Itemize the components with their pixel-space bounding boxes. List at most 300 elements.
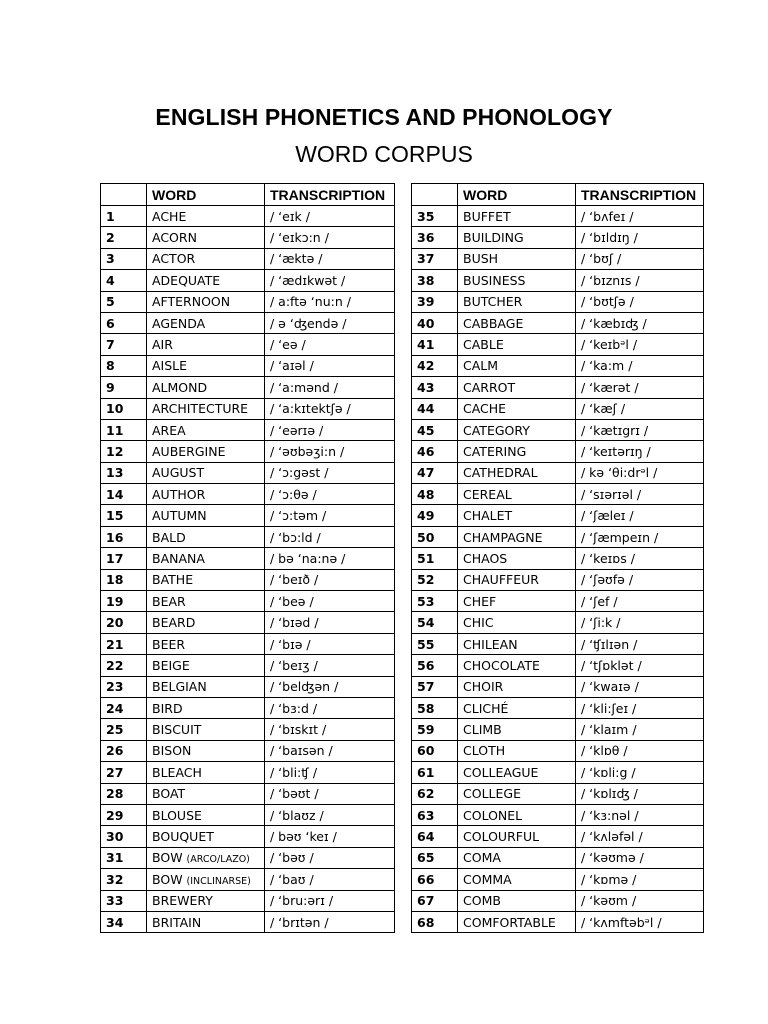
entry-word-cell — [458, 655, 576, 676]
entry-word: CLIMB — [463, 722, 502, 738]
entry-word-cell — [458, 248, 576, 269]
entry-word-cell — [147, 869, 265, 890]
entry-transcription: / ‘keɪtərɪŋ / — [576, 441, 704, 462]
entry-word: BOW — [152, 871, 183, 887]
entry-word-cell — [458, 312, 576, 333]
entry-number: 62 — [412, 783, 458, 804]
entry-word-cell — [147, 762, 265, 783]
entry-word: BUFFET — [463, 208, 511, 224]
entry-number: 39 — [412, 291, 458, 312]
entry-word-cell — [458, 804, 576, 825]
entry-word-cell — [147, 398, 265, 419]
table-row — [101, 419, 395, 440]
entry-number: 32 — [101, 869, 147, 890]
table-row — [101, 462, 395, 483]
entry-number: 14 — [101, 484, 147, 505]
table-row — [101, 270, 395, 291]
table-row — [412, 890, 704, 911]
entry-transcription: / ‘kəʊmə / — [576, 847, 704, 868]
number-column-header — [101, 184, 147, 206]
entry-number: 37 — [412, 248, 458, 269]
entry-word-cell — [458, 740, 576, 761]
entry-word-cell — [147, 441, 265, 462]
entry-number: 4 — [101, 270, 147, 291]
entry-number: 10 — [101, 398, 147, 419]
entry-word-cell — [147, 505, 265, 526]
table-row — [101, 398, 395, 419]
entry-transcription: / ‘eɪk / — [265, 206, 395, 227]
entry-word: CATERING — [463, 443, 527, 459]
entry-transcription: / ‘bʌfeɪ / — [576, 206, 704, 227]
entry-number: 22 — [101, 655, 147, 676]
entry-word: BEAR — [152, 593, 186, 609]
entry-word-cell — [458, 676, 576, 697]
page-subtitle: WORD CORPUS — [295, 141, 473, 167]
entry-word: AUTUMN — [152, 508, 207, 524]
entry-number: 27 — [101, 762, 147, 783]
page-title: ENGLISH PHONETICS AND PHONOLOGY — [155, 104, 613, 130]
entry-word-cell — [458, 569, 576, 590]
entry-number: 30 — [101, 826, 147, 847]
table-row — [101, 676, 395, 697]
entry-transcription: / ‘beɪð / — [265, 569, 395, 590]
entry-transcription: / ‘bɔ:ld / — [265, 526, 395, 547]
entry-word: CABLE — [463, 337, 504, 353]
entry-word: COLOURFUL — [463, 829, 540, 845]
entry-word-cell — [147, 569, 265, 590]
entry-word: CHAMPAGNE — [463, 529, 543, 545]
entry-word: ACHE — [152, 208, 187, 224]
entry-word: COMA — [463, 850, 501, 866]
entry-word: BEIGE — [152, 657, 190, 673]
entry-word: BIRD — [152, 700, 183, 716]
entry-transcription: / ‘eɪkɔ:n / — [265, 227, 395, 248]
entry-word: AUGUST — [152, 465, 205, 481]
entry-transcription: / ‘kɒmə / — [576, 869, 704, 890]
entry-word-cell — [147, 355, 265, 376]
word-table-right-body — [412, 206, 704, 933]
entry-transcription: / ‘kwaɪə / — [576, 676, 704, 697]
entry-transcription: / ‘bəʊt / — [265, 783, 395, 804]
entry-transcription: / ‘baʊ / — [265, 869, 395, 890]
table-row — [101, 719, 395, 740]
entry-number: 58 — [412, 697, 458, 718]
entry-transcription: / ‘kʌləfəl / — [576, 826, 704, 847]
entry-transcription: / ‘ka:m / — [576, 355, 704, 376]
entry-transcription: / ‘klɒθ / — [576, 740, 704, 761]
table-row — [101, 334, 395, 355]
entry-transcription: / ‘bɪldɪŋ / — [576, 227, 704, 248]
entry-transcription: / a:ftə ‘nu:n / — [265, 291, 395, 312]
entry-number: 46 — [412, 441, 458, 462]
entry-number: 61 — [412, 762, 458, 783]
entry-word: BANANA — [152, 550, 205, 566]
table-row — [412, 762, 704, 783]
table-row — [101, 783, 395, 804]
table-row — [412, 206, 704, 227]
entry-word-note: (INCLINARSE) — [186, 875, 251, 887]
entry-word-cell — [458, 612, 576, 633]
entry-number: 63 — [412, 804, 458, 825]
entry-number: 68 — [412, 911, 458, 932]
entry-word-cell — [147, 291, 265, 312]
entry-word-cell — [458, 719, 576, 740]
entry-transcription: / ‘kʌmftəbᵊl / — [576, 911, 704, 932]
entry-number: 2 — [101, 227, 147, 248]
entry-word-cell — [147, 719, 265, 740]
entry-word-cell — [458, 762, 576, 783]
table-row — [412, 612, 704, 633]
table-row — [101, 655, 395, 676]
entry-word-cell — [147, 783, 265, 804]
table-row — [412, 655, 704, 676]
table-row — [412, 419, 704, 440]
entry-number: 26 — [101, 740, 147, 761]
entry-word: AISLE — [152, 358, 188, 374]
number-column-header — [412, 184, 458, 206]
entry-word: ACTOR — [152, 251, 196, 267]
entry-number: 5 — [101, 291, 147, 312]
table-row — [101, 890, 395, 911]
entry-transcription: / ‘kəʊm / — [576, 890, 704, 911]
table-row — [101, 847, 395, 868]
entry-number: 44 — [412, 398, 458, 419]
entry-word: CARROT — [463, 379, 516, 395]
table-row — [101, 548, 395, 569]
entry-transcription: / ‘bəʊ / — [265, 847, 395, 868]
transcription-column-header: TRANSCRIPTION — [265, 184, 395, 206]
entry-number: 17 — [101, 548, 147, 569]
word-table-right — [411, 183, 704, 933]
entry-transcription: / ‘tʃɒklət / — [576, 655, 704, 676]
entry-transcription: / ‘bli:ʧ / — [265, 762, 395, 783]
entry-number: 19 — [101, 591, 147, 612]
transcription-column-header: TRANSCRIPTION — [576, 184, 704, 206]
table-row — [412, 740, 704, 761]
entry-transcription: / ‘bɪəd / — [265, 612, 395, 633]
table-row — [101, 441, 395, 462]
table-row — [412, 462, 704, 483]
entry-word-cell — [147, 826, 265, 847]
entry-transcription: / ‘ʧɪlɪən / — [576, 633, 704, 654]
entry-transcription: / ‘æktə / — [265, 248, 395, 269]
entry-word-cell — [458, 206, 576, 227]
entry-word-cell — [458, 890, 576, 911]
table-row — [412, 719, 704, 740]
table-row — [101, 911, 395, 932]
entry-transcription: / ‘eə / — [265, 334, 395, 355]
word-table-left-body — [101, 206, 395, 933]
entry-number: 33 — [101, 890, 147, 911]
entry-number: 11 — [101, 419, 147, 440]
table-header-row — [412, 184, 704, 206]
entry-number: 64 — [412, 826, 458, 847]
entry-transcription: / ‘kɒlɪʤ / — [576, 783, 704, 804]
entry-word: BOW — [152, 850, 183, 866]
entry-word: CHIC — [463, 615, 494, 631]
table-row — [101, 248, 395, 269]
entry-number: 38 — [412, 270, 458, 291]
entry-word: BUSINESS — [463, 272, 526, 288]
entry-transcription: / ‘ædɪkwət / — [265, 270, 395, 291]
entry-number: 35 — [412, 206, 458, 227]
entry-number: 9 — [101, 377, 147, 398]
entry-transcription: / ‘kæʃ / — [576, 398, 704, 419]
entry-word: CLICHÉ — [463, 700, 509, 716]
entry-number: 36 — [412, 227, 458, 248]
entry-number: 18 — [101, 569, 147, 590]
entry-transcription: / ‘keɪbᵊl / — [576, 334, 704, 355]
entry-number: 3 — [101, 248, 147, 269]
entry-number: 21 — [101, 633, 147, 654]
entry-word-cell — [458, 484, 576, 505]
entry-word: AUBERGINE — [152, 443, 226, 459]
entry-word-cell — [458, 334, 576, 355]
entry-word: COLLEGE — [463, 786, 521, 802]
table-row — [412, 783, 704, 804]
entry-number: 59 — [412, 719, 458, 740]
entry-number: 65 — [412, 847, 458, 868]
entry-transcription: / ‘bʊtʃə / — [576, 291, 704, 312]
entry-number: 51 — [412, 548, 458, 569]
entry-word: CHEF — [463, 593, 497, 609]
entry-word: AIR — [152, 337, 173, 353]
entry-number: 13 — [101, 462, 147, 483]
entry-word: CHALET — [463, 508, 513, 524]
table-row — [101, 206, 395, 227]
entry-number: 55 — [412, 633, 458, 654]
entry-word: CHILEAN — [463, 636, 518, 652]
entry-word: CLOTH — [463, 743, 506, 759]
entry-word: CHAUFFEUR — [463, 572, 539, 588]
entry-number: 45 — [412, 419, 458, 440]
entry-transcription: / ‘keɪɒs / — [576, 548, 704, 569]
entry-number: 20 — [101, 612, 147, 633]
table-row — [101, 591, 395, 612]
entry-word-cell — [147, 697, 265, 718]
entry-word-cell — [458, 377, 576, 398]
entry-transcription: / ‘bʊʃ / — [576, 248, 704, 269]
table-row — [412, 484, 704, 505]
entry-transcription: / ‘belʤən / — [265, 676, 395, 697]
entry-word: AGENDA — [152, 315, 206, 331]
entry-word-cell — [147, 612, 265, 633]
entry-word: BISCUIT — [152, 722, 202, 738]
table-row — [101, 312, 395, 333]
entry-number: 7 — [101, 334, 147, 355]
entry-word-cell — [147, 334, 265, 355]
entry-word: ALMOND — [152, 379, 208, 395]
entry-transcription: / ‘ɔ:gəst / — [265, 462, 395, 483]
entry-word-cell — [147, 847, 265, 868]
table-row — [412, 569, 704, 590]
entry-number: 50 — [412, 526, 458, 547]
entry-number: 49 — [412, 505, 458, 526]
entry-transcription: / ‘ɔ:θə / — [265, 484, 395, 505]
table-row — [412, 804, 704, 825]
table-row — [412, 334, 704, 355]
entry-word: BUTCHER — [463, 294, 523, 310]
entry-word: CATEGORY — [463, 422, 530, 438]
table-row — [101, 740, 395, 761]
word-table-left — [100, 183, 395, 933]
entry-word: AREA — [152, 422, 186, 438]
entry-number: 16 — [101, 526, 147, 547]
entry-transcription: / ‘beɪʒ / — [265, 655, 395, 676]
table-row — [101, 633, 395, 654]
entry-word-cell — [147, 591, 265, 612]
entry-word: COMFORTABLE — [463, 914, 556, 930]
entry-word-cell — [458, 911, 576, 932]
entry-transcription: / ‘bɪskɪt / — [265, 719, 395, 740]
entry-number: 28 — [101, 783, 147, 804]
table-row — [101, 826, 395, 847]
entry-word-cell — [147, 312, 265, 333]
entry-transcription: / ‘əʊbəʒi:n / — [265, 441, 395, 462]
entry-number: 47 — [412, 462, 458, 483]
entry-number: 41 — [412, 334, 458, 355]
entry-word-cell — [147, 633, 265, 654]
entry-word-cell — [458, 441, 576, 462]
entry-number: 40 — [412, 312, 458, 333]
entry-transcription: / bəʊ ‘keɪ / — [265, 826, 395, 847]
entry-word: BLOUSE — [152, 807, 202, 823]
entry-word-cell — [147, 911, 265, 932]
entry-number: 66 — [412, 869, 458, 890]
entry-word: COLONEL — [463, 807, 523, 823]
entry-transcription: / ‘bɪznɪs / — [576, 270, 704, 291]
entry-word: BELGIAN — [152, 679, 207, 695]
entry-word-cell — [458, 270, 576, 291]
entry-word: COMB — [463, 893, 501, 909]
table-row — [101, 227, 395, 248]
entry-word-cell — [458, 826, 576, 847]
entry-word-cell — [147, 890, 265, 911]
entry-number: 31 — [101, 847, 147, 868]
entry-word: ACORN — [152, 230, 197, 246]
table-row — [412, 441, 704, 462]
entry-number: 52 — [412, 569, 458, 590]
entry-word-cell — [458, 869, 576, 890]
entry-word: BUSH — [463, 251, 499, 267]
entry-number: 43 — [412, 377, 458, 398]
table-row — [412, 398, 704, 419]
entry-number: 54 — [412, 612, 458, 633]
entry-number: 25 — [101, 719, 147, 740]
entry-number: 29 — [101, 804, 147, 825]
table-row — [412, 633, 704, 654]
entry-number: 57 — [412, 676, 458, 697]
word-column-header: WORD — [147, 184, 265, 206]
table-row — [412, 291, 704, 312]
entry-word-cell — [458, 526, 576, 547]
entry-transcription: / ‘ʃæleɪ / — [576, 505, 704, 526]
entry-number: 48 — [412, 484, 458, 505]
table-row — [412, 227, 704, 248]
entry-word: BISON — [152, 743, 192, 759]
table-row — [412, 591, 704, 612]
table-row — [412, 826, 704, 847]
entry-word-cell — [147, 419, 265, 440]
entry-transcription: / ə ‘ʤendə / — [265, 312, 395, 333]
entry-word: ADEQUATE — [152, 272, 221, 288]
entry-word-cell — [147, 655, 265, 676]
entry-word: BLEACH — [152, 764, 202, 780]
entry-transcription: / kə ‘θi:drᵊl / — [576, 462, 704, 483]
entry-transcription: / ‘kætɪgrɪ / — [576, 419, 704, 440]
entry-transcription: / ‘beə / — [265, 591, 395, 612]
entry-number: 53 — [412, 591, 458, 612]
entry-transcription: / ‘ɔ:təm / — [265, 505, 395, 526]
entry-transcription: / ‘a:kɪtektʃə / — [265, 398, 395, 419]
table-row — [101, 484, 395, 505]
entry-word-cell — [458, 591, 576, 612]
entry-word-cell — [147, 804, 265, 825]
entry-transcription: / ‘brɪtən / — [265, 911, 395, 932]
entry-transcription: / ‘bɜ:d / — [265, 697, 395, 718]
entry-number: 34 — [101, 911, 147, 932]
table-row — [412, 505, 704, 526]
entry-word: CATHEDRAL — [463, 465, 538, 481]
entry-word: BUILDING — [463, 230, 524, 246]
entry-transcription: / ‘kærət / — [576, 377, 704, 398]
entry-transcription: / ‘kli:ʃeɪ / — [576, 697, 704, 718]
entry-number: 67 — [412, 890, 458, 911]
table-row — [101, 355, 395, 376]
table-row — [101, 505, 395, 526]
entry-word-cell — [458, 355, 576, 376]
entry-transcription: / ‘klaɪm / — [576, 719, 704, 740]
entry-transcription: / ‘kɒli:g / — [576, 762, 704, 783]
entry-word: BREWERY — [152, 893, 213, 909]
entry-word: BRITAIN — [152, 914, 202, 930]
entry-word: BOAT — [152, 786, 186, 802]
entry-number: 56 — [412, 655, 458, 676]
table-row — [412, 312, 704, 333]
table-row — [101, 804, 395, 825]
entry-word-cell — [147, 206, 265, 227]
table-row — [412, 377, 704, 398]
entry-word: AUTHOR — [152, 486, 206, 502]
table-row — [412, 548, 704, 569]
table-row — [412, 869, 704, 890]
entry-number: 6 — [101, 312, 147, 333]
table-row — [412, 270, 704, 291]
entry-number: 42 — [412, 355, 458, 376]
entry-word: CABBAGE — [463, 315, 524, 331]
entry-word-cell — [147, 676, 265, 697]
entry-word-cell — [147, 270, 265, 291]
entry-word-cell — [458, 847, 576, 868]
entry-word: COMMA — [463, 871, 512, 887]
entry-word-cell — [458, 398, 576, 419]
entry-transcription: / ‘ʃi:k / — [576, 612, 704, 633]
entry-word: COLLEAGUE — [463, 764, 539, 780]
entry-word-cell — [147, 484, 265, 505]
entry-word: CHOIR — [463, 679, 504, 695]
entry-number: 15 — [101, 505, 147, 526]
entry-transcription: / ‘bru:ərɪ / — [265, 890, 395, 911]
entry-number: 60 — [412, 740, 458, 761]
entry-transcription: / ‘sɪərɪəl / — [576, 484, 704, 505]
entry-transcription: / ‘baɪsən / — [265, 740, 395, 761]
entry-word: BOUQUET — [152, 829, 214, 845]
table-row — [101, 762, 395, 783]
entry-word: CHAOS — [463, 550, 508, 566]
entry-word-cell — [147, 740, 265, 761]
table-row — [101, 612, 395, 633]
entry-word-cell — [458, 548, 576, 569]
